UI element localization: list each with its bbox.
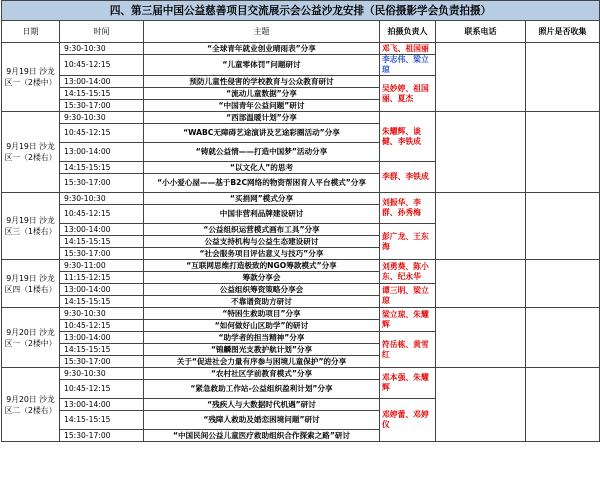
time-cell: 14:15-15:15 — [60, 236, 144, 248]
photographer-cell: 李志伟、梁立琼 — [380, 55, 436, 76]
topic-cell: “以文化人”的思考 — [144, 162, 380, 174]
time-cell: 14:15-15:15 — [60, 344, 144, 356]
sheet-title: 四、第三届中国公益慈善项目交流展示会公益沙龙安排（民俗摄影学会负责拍摄） — [2, 1, 600, 21]
photo-collected-cell[interactable] — [526, 368, 600, 442]
time-cell: 10:45-12:15 — [60, 380, 144, 399]
photographer-cell: 刘振华、李群、孙秀梅 — [380, 193, 436, 224]
date-cell: 9月20日 沙龙区一（2楼中） — [2, 308, 60, 368]
date-cell: 9月19日 沙龙区三（1楼右） — [2, 193, 60, 260]
photographer-cell: 刘勇葵、陈小东、纪永华 — [380, 260, 436, 284]
contact-cell[interactable] — [436, 112, 526, 193]
header-photo: 照片是否收集 — [526, 21, 600, 43]
time-cell: 9:30-10:30 — [60, 43, 144, 55]
contact-cell[interactable] — [436, 260, 526, 308]
topic-cell: “买捐网”模式分享 — [144, 193, 380, 205]
table-row — [2, 112, 600, 124]
photographer-cell: 邓飞、祖国丽 — [380, 43, 436, 55]
date-cell: 9月19日 沙龙区一（2楼中） — [2, 43, 60, 112]
time-cell: 15:30-17:00 — [60, 356, 144, 368]
topic-cell: 关于“促进社会力量有序参与困境儿童保护”的分享 — [144, 356, 380, 368]
topic-cell: “残疾人与大数据时代机遇”研讨 — [144, 399, 380, 411]
time-cell: 13:00-14:00 — [60, 143, 144, 162]
date-cell: 9月19日 沙龙区一（2楼右） — [2, 112, 60, 193]
time-cell: 15:30-17:00 — [60, 430, 144, 442]
table-row — [2, 43, 600, 55]
photo-collected-cell[interactable] — [526, 260, 600, 308]
header-contact: 联系电话 — [436, 21, 526, 43]
table-row — [2, 368, 600, 380]
topic-cell: “中国青年公益问题”研讨 — [144, 100, 380, 112]
time-cell: 13:00-14:00 — [60, 76, 144, 88]
topic-cell: “助学者的担当精神”分享 — [144, 332, 380, 344]
time-cell: 15:30-17:00 — [60, 174, 144, 193]
topic-cell: “全球青年就业创业晴雨表”分享 — [144, 43, 380, 55]
topic-cell: “小小爱心屋——基于B2C网络的物资帮困育人平台模式”分享 — [144, 174, 380, 193]
table-row — [2, 193, 600, 205]
topic-cell: “流动儿童数据”分享 — [144, 88, 380, 100]
time-cell: 13:00-14:00 — [60, 284, 144, 296]
time-cell: 9:30-11:00 — [60, 260, 144, 272]
topic-cell: “农村社区学前教育模式”分享 — [144, 368, 380, 380]
photographer-cell: 邓婷蕾、邓婷仪 — [380, 399, 436, 442]
contact-cell[interactable] — [436, 308, 526, 368]
photographer-cell: 符岳栋、黄雪红 — [380, 332, 436, 368]
photo-collected-cell[interactable] — [526, 308, 600, 368]
time-cell: 9:30-10:30 — [60, 308, 144, 320]
topic-cell: “特困生救助项目”分享 — [144, 308, 380, 320]
contact-cell[interactable] — [436, 43, 526, 112]
topic-cell: “铸就公益情——打造中国梦”活动分享 — [144, 143, 380, 162]
topic-cell: 预防儿童性侵害的学校教育与公众教育研讨 — [144, 76, 380, 88]
photographer-cell: 李群、李铁成 — [380, 162, 436, 193]
time-cell: 10:45-12:15 — [60, 124, 144, 143]
topic-cell: “锦麟图光支教护航计划”分享 — [144, 344, 380, 356]
header-row — [2, 21, 600, 43]
header-date: 日期 — [2, 21, 60, 43]
topic-cell: 公益组织筹资策略分享会 — [144, 284, 380, 296]
time-cell: 10:45-12:15 — [60, 55, 144, 76]
topic-cell: “儿童零体罚”问题研讨 — [144, 55, 380, 76]
photographer-cell: 吴妙婷、祖国丽、夏杰 — [380, 76, 436, 112]
date-cell: 9月20日 沙龙区二（2楼右） — [2, 368, 60, 442]
title-row — [2, 1, 600, 21]
topic-cell: 中国非营利品牌建设研讨 — [144, 205, 380, 224]
header-topic: 主题 — [144, 21, 380, 43]
time-cell: 13:00-14:00 — [60, 332, 144, 344]
topic-cell: “紧急救助工作站-公益组织盈利计划”分享 — [144, 380, 380, 399]
time-cell: 9:30-10:30 — [60, 193, 144, 205]
time-cell: 15:30-17:00 — [60, 100, 144, 112]
topic-cell: “中国民间公益儿童医疗救助组织合作探索之路”研讨 — [144, 430, 380, 442]
photographer-cell: 梁立琼、朱耀辉 — [380, 308, 436, 332]
schedule-table — [1, 0, 600, 442]
topic-cell: “WABC无障碍艺途演讲及艺途彩圈活动”分享 — [144, 124, 380, 143]
photo-collected-cell[interactable] — [526, 43, 600, 112]
photographer-cell: 朱耀辉、谈健、李铁成 — [380, 112, 436, 162]
contact-cell[interactable] — [436, 193, 526, 260]
header-photographer: 拍摄负责人 — [380, 21, 436, 43]
topic-cell: “西部温暖计划”分享 — [144, 112, 380, 124]
photo-collected-cell[interactable] — [526, 112, 600, 193]
time-cell: 10:45-12:15 — [60, 320, 144, 332]
time-cell: 11:15-12:15 — [60, 272, 144, 284]
topic-cell: 公益支持机构与公益生态建设研讨 — [144, 236, 380, 248]
time-cell: 14:15-15:15 — [60, 88, 144, 100]
time-cell: 14:15-15:15 — [60, 411, 144, 430]
contact-cell[interactable] — [436, 368, 526, 442]
header-time: 时间 — [60, 21, 144, 43]
topic-cell: “互联网思维打造极致的NGO筹款模式”分享 — [144, 260, 380, 272]
topic-cell: 不靠谱资助方研讨 — [144, 296, 380, 308]
time-cell: 10:45-12:15 — [60, 205, 144, 224]
topic-cell: 筹款分享会 — [144, 272, 380, 284]
topic-cell: “如何做好山区助学”的研讨 — [144, 320, 380, 332]
time-cell: 9:30-10:30 — [60, 112, 144, 124]
photographer-cell: 邓本强、朱耀辉 — [380, 368, 436, 399]
table-row — [2, 260, 600, 272]
time-cell: 14:15-15:15 — [60, 296, 144, 308]
time-cell: 13:00-14:00 — [60, 224, 144, 236]
photo-collected-cell[interactable] — [526, 193, 600, 260]
photographer-cell: 彭广龙、王东海 — [380, 224, 436, 260]
time-cell: 13:00-14:00 — [60, 399, 144, 411]
topic-cell: “社会服务项目评估意义与技巧”分享 — [144, 248, 380, 260]
time-cell: 15:30-17:00 — [60, 248, 144, 260]
topic-cell: “残障人救助及婚恋困境问题”研讨 — [144, 411, 380, 430]
time-cell: 9:30-10:30 — [60, 368, 144, 380]
topic-cell: “公益组织运营模式画布工具”分享 — [144, 224, 380, 236]
photographer-cell: 谭三明、梁立琼 — [380, 284, 436, 308]
time-cell: 14:15-15:15 — [60, 162, 144, 174]
date-cell: 9月19日 沙龙区四（1楼右） — [2, 260, 60, 308]
table-row — [2, 308, 600, 320]
